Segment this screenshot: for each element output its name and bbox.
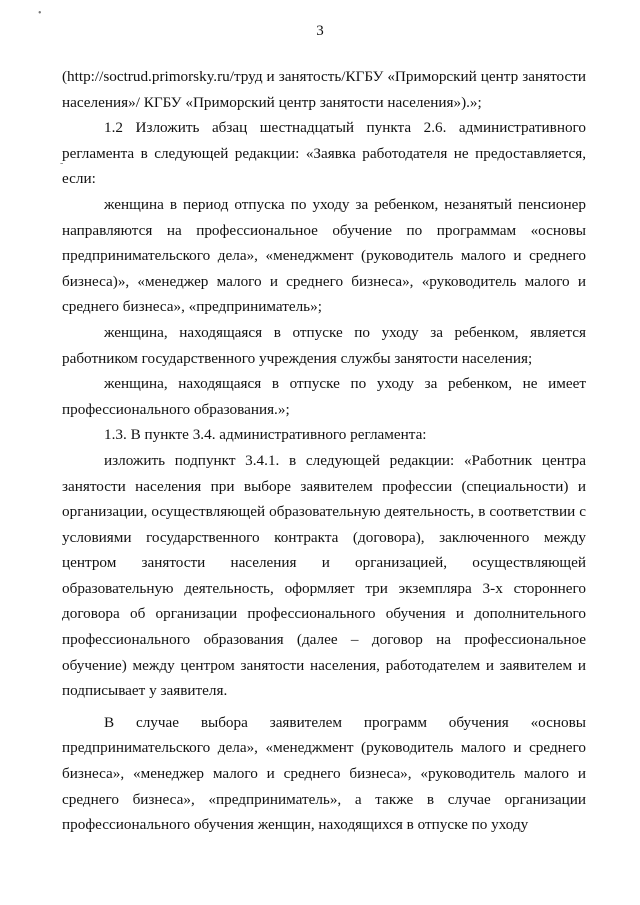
paragraph-condition-state-employee: женщина, находящаяся в отпуске по уходу за ребенком, является работником государственного учреждения службы занятости населения;: [62, 323, 586, 367]
paragraph-condition-no-education: женщина, находящаяся в отпуске по уходу за ребенком, не имеет профессионального образования.»;: [62, 375, 586, 418]
page-number: 3: [316, 23, 324, 39]
paragraph-item-1-3: 1.3. В пункте 3.4. административного регламента:: [104, 426, 427, 444]
paragraph-condition-training-programs: женщина в период отпуска по уходу за ребенком, незанятый пенсионер направляются на профессиональное обучение по программам «основы предпринимательского дела», «менеджмент (руководитель малого и среднего бизнеса)», «менеджер малого и среднего бизнеса», «руководитель малого и среднего бизнеса», «предприниматель»;: [62, 195, 586, 316]
scan-speck: -: [60, 158, 64, 169]
paragraph-link-reference: (http://soctrud.primorsky.ru/труд и занятость/КГБУ «Приморский центр занятости населения»/ КГБУ «Приморский центр занятости населения»).»;: [62, 68, 586, 111]
paragraph-program-selection: В случае выбора заявителем программ обучения «основы предпринимательского дела», «менеджмент (руководитель малого и среднего бизнеса», «менеджер малого и среднего бизнеса», «руководитель малого и среднего бизнеса», «предприниматель», а также в случае организации профессионального обучения женщин, находящихся в отпуске по уходу: [62, 713, 586, 834]
document-body: [62, 64, 586, 838]
scan-speck: •: [38, 8, 42, 19]
paragraph-item-1-2: 1.2 Изложить абзац шестнадцатый пункта 2.6. административного регламента в следующей редакции: «Заявка работодателя не предоставляется, если:: [62, 119, 586, 188]
paragraph-subitem-3-4-1: изложить подпункт 3.4.1. в следующей редакции: «Работник центра занятости населения при выборе заявителем профессии (специальности) и организации, осуществляющей образовательную деятельность, в соответствии с условиями государственного контракта (договора), заключенного между центром занятости населения и организацией, осуществляющей образовательную деятельность, оформляет три экземпляра 3-х стороннего договора об организации профессионального обучения и дополнительного профессионального образования (далее – договор на профессиональное обучение) между центром занятости населения, работодателем и заявителем и подписывает у заявителя.: [62, 451, 586, 700]
